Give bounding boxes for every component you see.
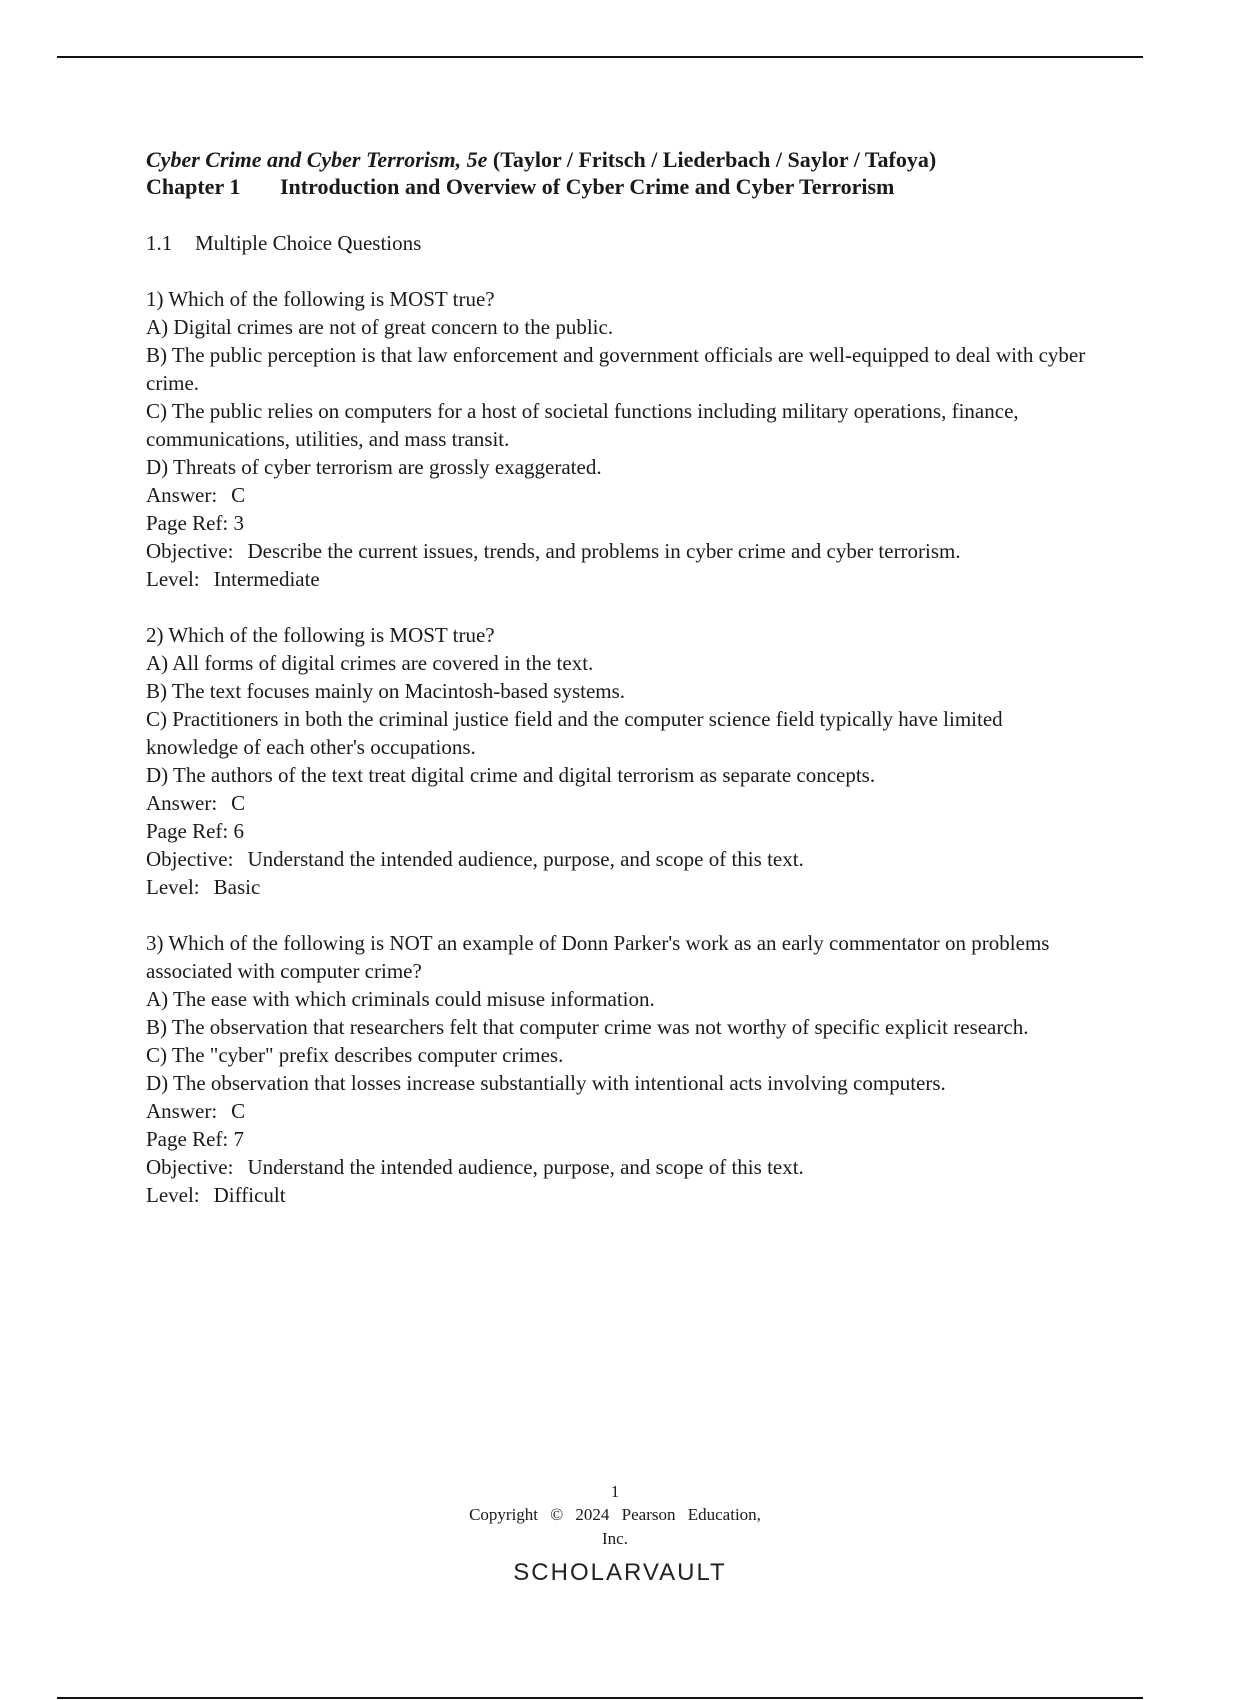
level-value: Difficult: [213, 1183, 286, 1207]
level-line: [146, 873, 1086, 901]
objective-label: Objective:: [146, 539, 234, 563]
answer-option: D) The authors of the text treat digital crime and digital terrorism as separate concepts.: [146, 763, 876, 787]
copyright-notice-cont: Inc.: [602, 1529, 628, 1548]
pageref-label: Page Ref:: [146, 819, 229, 843]
copyright-notice: Copyright © 2024 Pearson Education,: [469, 1505, 761, 1524]
level-line: [146, 565, 1086, 593]
objective-value: Describe the current issues, trends, and problems in cyber crime and cyber terrorism.: [247, 539, 961, 563]
answer-line: [146, 1097, 1086, 1125]
answer-option: D) The observation that losses increase substantially with intentional acts involving computers.: [146, 1071, 946, 1095]
section-number: 1.1: [146, 231, 173, 255]
answer-value: C: [231, 791, 246, 815]
section-title: Multiple Choice Questions: [195, 231, 422, 255]
answer-label: Answer:: [146, 1099, 218, 1123]
objective-label: Objective:: [146, 847, 234, 871]
book-title-line: [146, 146, 1086, 173]
pageref-label: Page Ref:: [146, 511, 229, 535]
document-body: [146, 146, 1086, 1237]
bottom-rule: [57, 1697, 1143, 1699]
pageref-value: 7: [233, 1127, 244, 1151]
question-stem: 1) Which of the following is MOST true?: [146, 287, 495, 311]
pageref-value: 3: [233, 511, 244, 535]
question-item: [146, 929, 1086, 1209]
answer-value: C: [231, 1099, 246, 1123]
question-stem: 3) Which of the following is NOT an example of Donn Parker's work as an early commentator on problems associated with computer crime?: [146, 931, 1050, 983]
answer-option: C) The public relies on computers for a host of societal functions including military operations, finance, communications, utilities, and mass transit.: [146, 399, 1019, 451]
chapter-heading: [146, 173, 1086, 200]
pageref-line: [146, 509, 1086, 537]
pageref-line: [146, 817, 1086, 845]
page-number: 1: [610, 1482, 620, 1501]
chapter-number: Chapter 1: [146, 174, 241, 199]
level-label: Level:: [146, 567, 200, 591]
objective-line: [146, 1153, 1086, 1181]
objective-line: [146, 845, 1086, 873]
watermark-text: SCHOLARVAULT: [513, 1559, 727, 1586]
chapter-title: Introduction and Overview of Cyber Crime and Cyber Terrorism: [280, 174, 895, 199]
answer-option: A) Digital crimes are not of great concern to the public.: [146, 315, 614, 339]
objective-label: Objective:: [146, 1155, 234, 1179]
answer-line: [146, 481, 1086, 509]
answer-option: A) All forms of digital crimes are covered in the text.: [146, 651, 594, 675]
answer-option: B) The observation that researchers felt that computer crime was not worthy of specific explicit research.: [146, 1015, 1029, 1039]
question-item: [146, 285, 1086, 593]
pageref-label: Page Ref:: [146, 1127, 229, 1151]
top-rule: [57, 56, 1143, 58]
level-label: Level:: [146, 875, 200, 899]
answer-label: Answer:: [146, 483, 218, 507]
level-line: [146, 1181, 1086, 1209]
answer-option: C) The "cyber" prefix describes computer crimes.: [146, 1043, 564, 1067]
question-item: [146, 621, 1086, 901]
answer-label: Answer:: [146, 791, 218, 815]
objective-line: [146, 537, 1086, 565]
pageref-value: 6: [233, 819, 244, 843]
answer-option: B) The public perception is that law enforcement and government officials are well-equipped to deal with cyber crime.: [146, 343, 1086, 395]
pageref-line: [146, 1125, 1086, 1153]
answer-option: A) The ease with which criminals could misuse information.: [146, 987, 655, 1011]
answer-option: D) Threats of cyber terrorism are grossly exaggerated.: [146, 455, 602, 479]
question-stem: 2) Which of the following is MOST true?: [146, 623, 495, 647]
book-title: Cyber Crime and Cyber Terrorism, 5e: [146, 147, 488, 172]
answer-value: C: [231, 483, 246, 507]
level-value: Basic: [213, 875, 261, 899]
book-authors: (Taylor / Fritsch / Liederbach / Saylor / Tafoya): [487, 147, 937, 172]
objective-value: Understand the intended audience, purpose, and scope of this text.: [247, 1155, 804, 1179]
level-value: Intermediate: [213, 567, 320, 591]
answer-option: C) Practitioners in both the criminal justice field and the computer science field typically have limited knowledge of each other's occupations.: [146, 707, 1003, 759]
answer-option: B) The text focuses mainly on Macintosh-based systems.: [146, 679, 626, 703]
section-heading: [146, 229, 1086, 257]
answer-line: [146, 789, 1086, 817]
objective-value: Understand the intended audience, purpose, and scope of this text.: [247, 847, 804, 871]
level-label: Level:: [146, 1183, 200, 1207]
